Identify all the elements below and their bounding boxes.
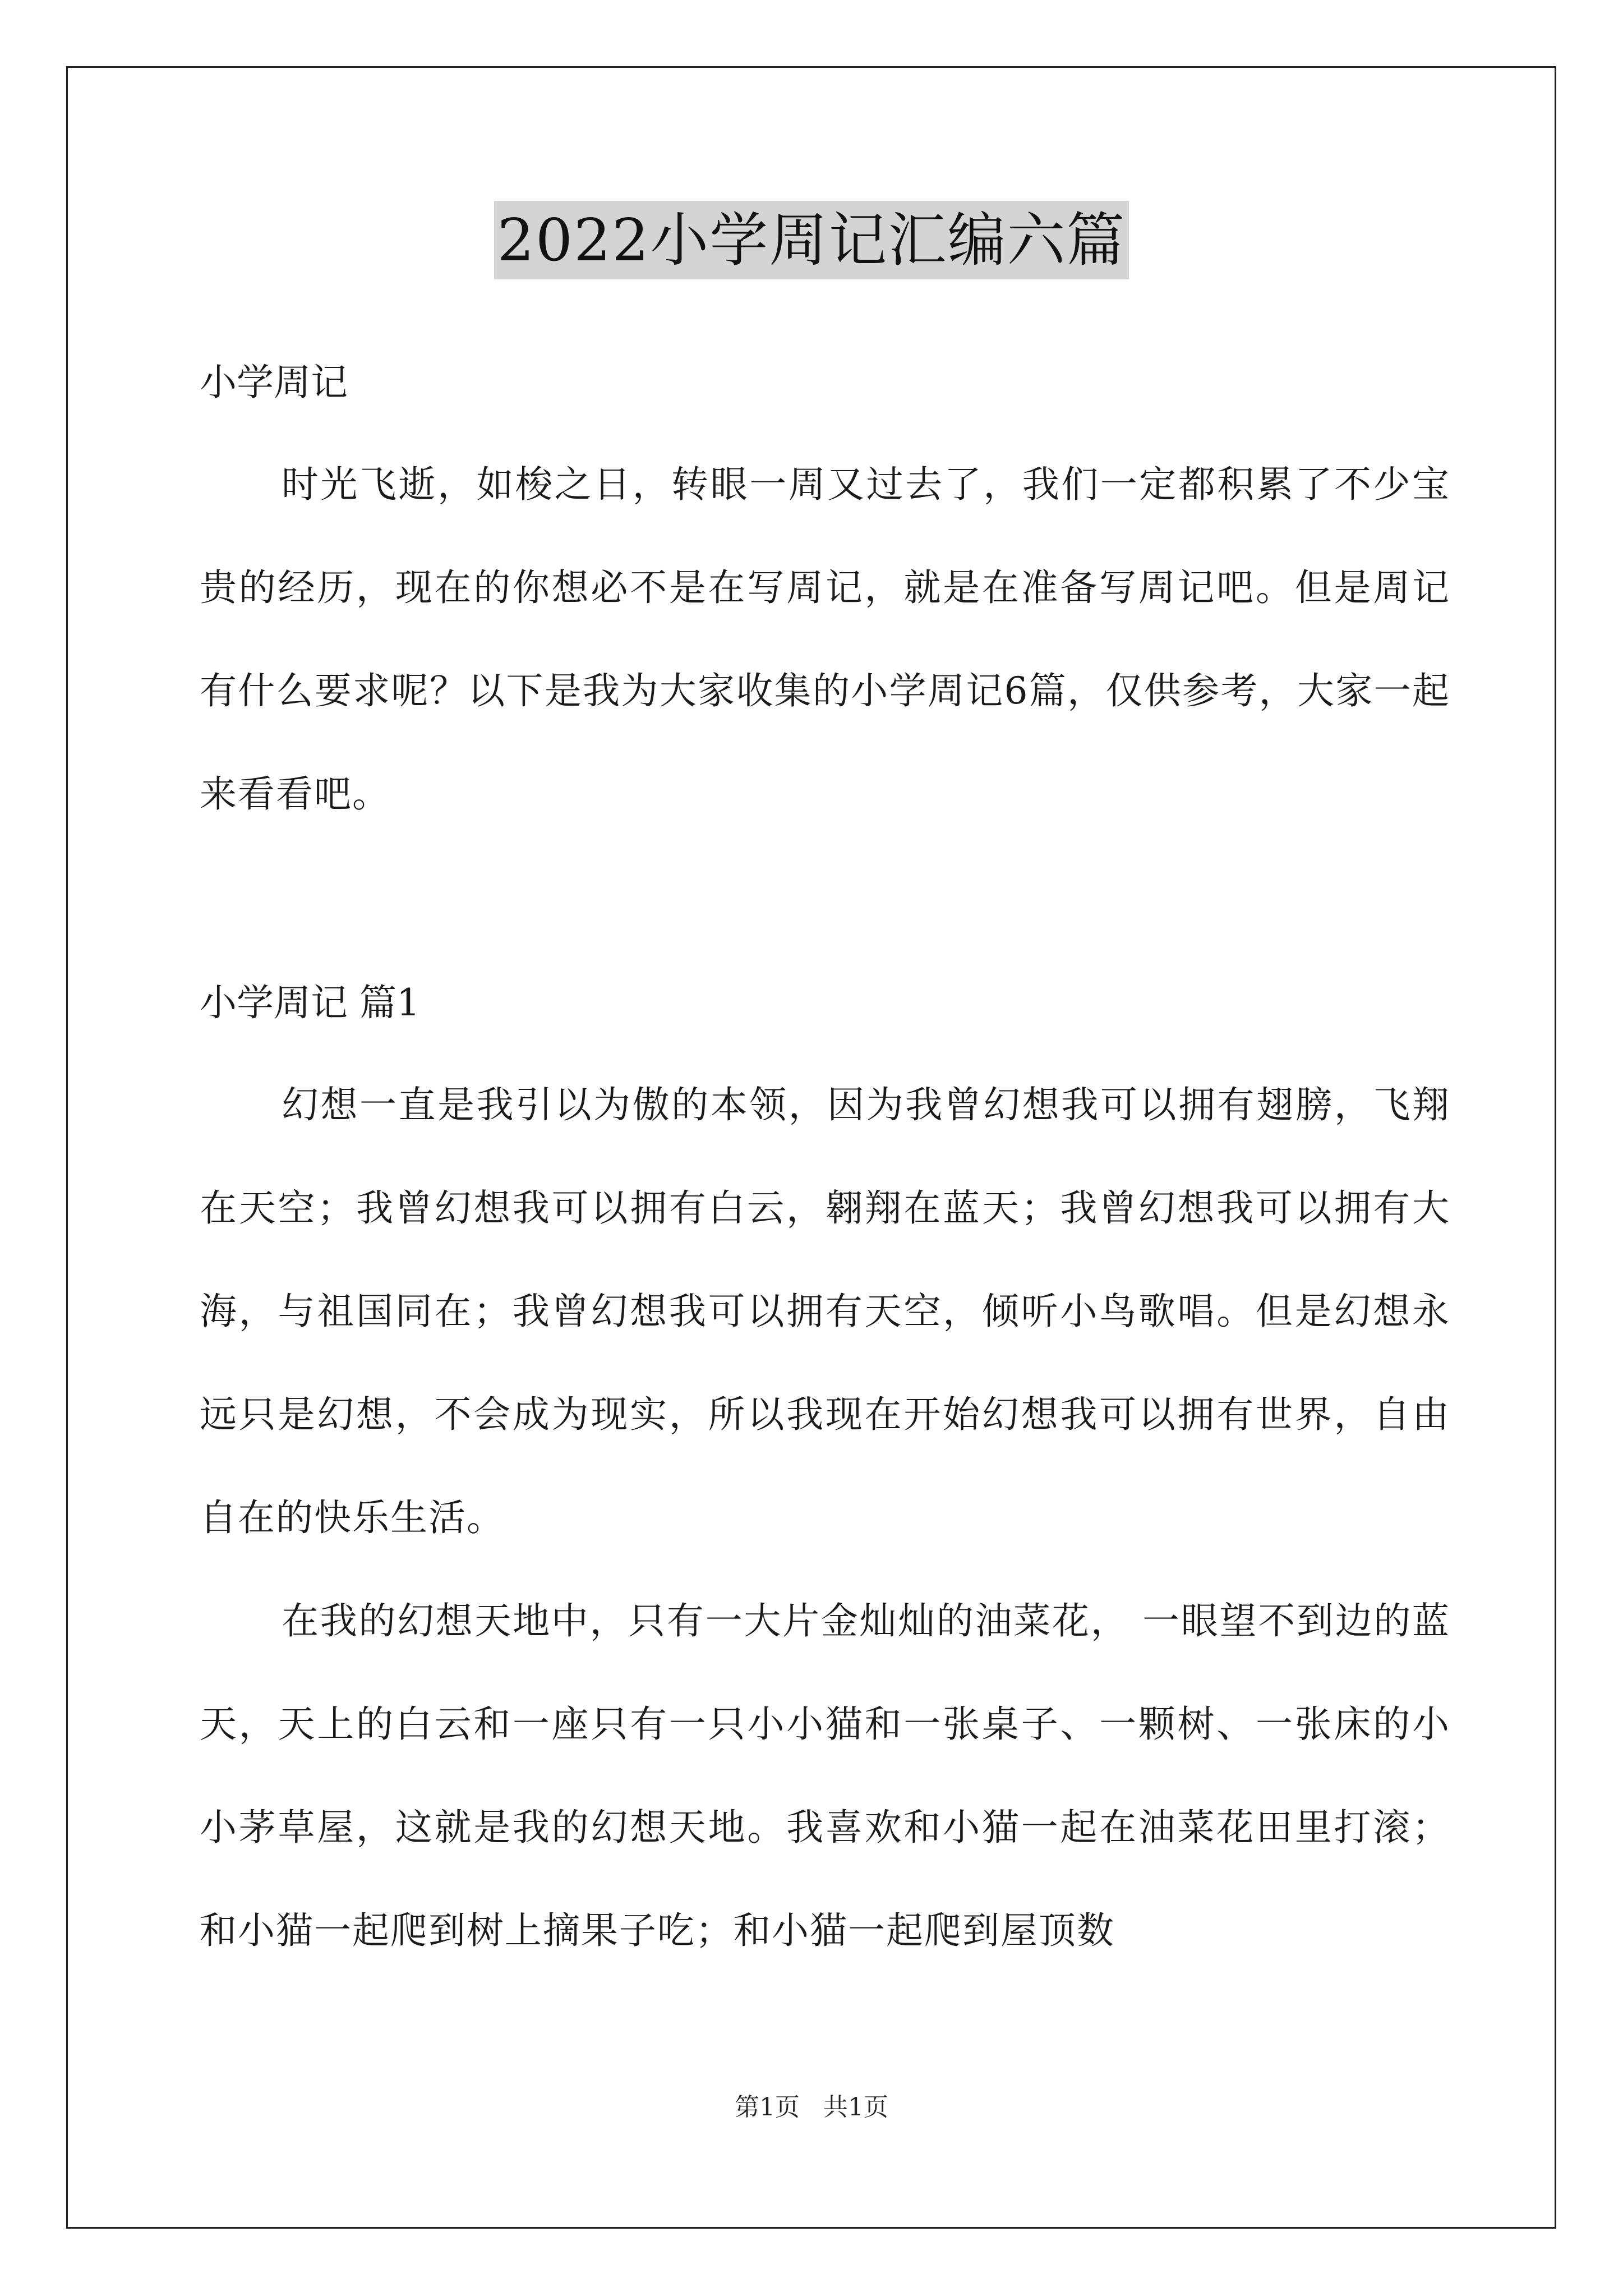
section-paragraph: 幻想一直是我引以为傲的本领，因为我曾幻想我可以拥有翅膀，飞翔在天空；我曾幻想我可以拥有白云，翱翔在蓝天；我曾幻想我可以拥有大海，与祖国同在；我曾幻想我可以拥有天空，倾听小鸟歌唱。但是幻想永远只是幻想，不会成为现实，所以我现在开始幻想我可以拥有世界，自由自在的快乐生活。 bbox=[200, 1083, 1450, 1539]
section-heading: 小学周记 篇1 bbox=[200, 981, 420, 1024]
intro-heading: 小学周记 bbox=[200, 361, 348, 404]
document-title: 2022小学周记汇编六篇 bbox=[494, 201, 1129, 279]
section-paragraph: 在我的幻想天地中，只有一大片金灿灿的油菜花， 一眼望不到边的蓝天，天上的白云和一座只有一只小小猫和一张桌子、一颗树、一张床的小小茅草屋，这就是我的幻想天地。我喜欢和小猫一起在油菜花田里打滚； 和小猫一起爬到树上摘果子吃；和小猫一起爬到屋顶数 bbox=[200, 1599, 1450, 1952]
intro-paragraph: 时光飞逝，如梭之日，转眼一周又过去了，我们一定都积累了不少宝贵的经历，现在的你想必不是在写周记，就是在准备写周记吧。但是周记有什么要求呢？以下是我为大家收集的小学周记6篇，仅供参考，大家一起来看看吧。 bbox=[200, 463, 1450, 816]
title-container bbox=[0, 201, 1623, 279]
document-body bbox=[200, 332, 1450, 1982]
section-spacer bbox=[200, 846, 1450, 953]
page-footer: 第1页 共1页 bbox=[735, 2093, 888, 2122]
